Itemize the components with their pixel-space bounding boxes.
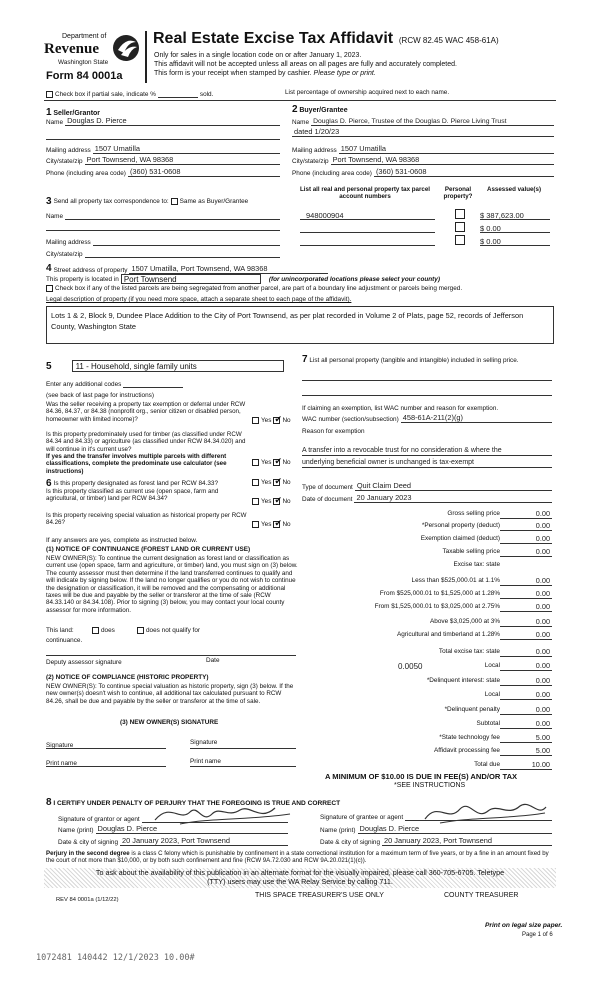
no-label: No xyxy=(282,521,291,528)
section-3-heading xyxy=(46,196,248,207)
notice-compliance-title: (2) NOTICE OF COMPLIANCE (HISTORIC PROPERTY) xyxy=(46,674,209,681)
assessed-value-field-2[interactable] xyxy=(480,224,550,233)
section-4-number: 4 xyxy=(46,263,52,274)
buyer-mail-label: Mailing address xyxy=(292,147,337,154)
timber-question: Is this property predominately used for timber (as classified under RCW 84.34 and 84.33) or agriculture (as classified under RCW 84.34.020) and will continue in it's current use? xyxy=(46,431,246,453)
buyer-phone-label: Phone (including area code) xyxy=(292,170,372,177)
form-title-row xyxy=(153,30,499,48)
parcel-number-field-2[interactable] xyxy=(300,224,435,233)
grantee-name-label: Name (print) xyxy=(320,827,356,834)
timber-question-note: If yes and the transfer involves multiple parcels with different classifications, complete the predominate use calculator (see instructions) xyxy=(46,453,227,475)
personal-property-deduct-value[interactable]: 0.00 xyxy=(500,521,552,531)
exemption-deduct-value[interactable]: 0.00 xyxy=(500,534,552,544)
doc-type-label: Type of document xyxy=(302,484,353,491)
delinquent-penalty-value[interactable]: 0.00 xyxy=(500,705,552,715)
corr-mail-field[interactable] xyxy=(93,238,280,246)
seller-phone-value: (360) 531-0608 xyxy=(129,167,181,176)
grantee-signature-image xyxy=(420,797,550,827)
assessed-value-field-3[interactable] xyxy=(480,237,550,246)
section-3-number: 3 xyxy=(46,196,52,207)
notice-continuance-text: NEW OWNER(S): To continue the current designation as forest land or classification as current use (open space, farm and agriculture, or timber) land, you must sign on (3) below. The county assessor must then determine if the land transferred continues to qualify and will indicate by signing below. If the land no longer qualifies or you do not wish to continue the designation or classification, it will be removed and the compensating or additional taxes will be due and payable by the seller or transferor at the time of sale (RCW 84.33.140 or 84.34.108). Prior to signing (3) below, you may contact your local county assessor for more information. xyxy=(46,555,298,614)
reason-line-1[interactable]: A transfer into a revocable trust for no consideration & where the xyxy=(302,447,552,456)
exemption-yes-no xyxy=(252,414,291,424)
personal-property-list-label: List all personal property (tangible and intangible) included in selling price. xyxy=(309,357,519,364)
tier-1-value[interactable]: 0.00 xyxy=(500,576,552,586)
calc-label: Local xyxy=(484,691,500,698)
partial-sale-label: Check box if partial sale, indicate % xyxy=(55,91,156,98)
buyer-phone-field[interactable] xyxy=(374,169,554,177)
personal-property-line-1[interactable] xyxy=(302,380,552,381)
new-owner-print-label-1: Print name xyxy=(46,760,77,767)
grantor-name-row xyxy=(58,826,288,834)
header-note-3b: Please type or print. xyxy=(313,70,376,77)
assessed-value-1: $ 387,623.00 xyxy=(480,211,524,220)
assessed-value-3: $ 0.00 xyxy=(480,237,501,246)
location-select[interactable]: Port Townsend xyxy=(121,274,261,284)
deputy-signature-line[interactable] xyxy=(46,655,296,656)
grantee-signature-label: Signature of grantee or agent xyxy=(320,814,404,821)
new-owner-print-line-2[interactable] xyxy=(190,766,296,767)
parcel-number-value-1: 948000904 xyxy=(306,211,344,220)
buyer-city-field[interactable] xyxy=(331,157,554,165)
seller-mail-value: 1507 Umatilla xyxy=(94,144,140,153)
logo-state: Washington State xyxy=(58,59,109,66)
doc-date-label: Date of document xyxy=(302,496,353,503)
buyer-city-label: City/state/zip xyxy=(292,158,329,165)
timber-no-checkbox[interactable]: ✔ xyxy=(274,456,282,466)
grantor-name-value: Douglas D. Pierce xyxy=(97,824,158,833)
partial-sold-label: sold. xyxy=(199,91,214,98)
reason-line-2[interactable]: underlying beneficial owner is unchanged is tax-exempt xyxy=(302,459,552,468)
grantee-date-label: Date & city of signing xyxy=(320,839,381,846)
segregated-checkbox[interactable] xyxy=(46,285,53,292)
seller-mail-row xyxy=(46,146,280,154)
tax-correspondence-label: Send all property tax correspondence to: xyxy=(53,198,169,205)
section-5-number: 5 xyxy=(46,360,52,372)
corr-name-field[interactable] xyxy=(65,212,280,220)
personal-property-checkbox-3[interactable] xyxy=(455,235,465,245)
additional-codes-note: (see back of last page for instructions) xyxy=(46,392,154,399)
section-7-number: 7 xyxy=(302,354,308,365)
top-rule xyxy=(44,100,556,101)
seller-phone-field[interactable] xyxy=(128,169,280,177)
partial-sale-checkbox[interactable] xyxy=(46,91,53,98)
accessibility-text-2: (TTY) users may use the WA Relay Service by calling 711. xyxy=(207,877,393,886)
forest-yes-no xyxy=(252,476,291,486)
parcel-number-field-3[interactable] xyxy=(300,237,435,246)
page-number: Page 1 of 6 xyxy=(522,932,553,938)
section-5-row xyxy=(46,360,284,372)
form-rcw: (RCW 82.45 WAC 458-61A) xyxy=(398,36,499,45)
doc-type-field[interactable] xyxy=(355,483,552,491)
wac-field[interactable] xyxy=(401,415,552,423)
doc-date-row xyxy=(302,495,552,503)
logo-dept: Department of xyxy=(62,33,107,40)
calc-label: Subtotal xyxy=(476,720,500,727)
land-qualify-row xyxy=(46,627,200,634)
recording-stamp: 1072481 140442 12/1/2023 10.00# xyxy=(36,953,195,963)
this-land-label: This land: xyxy=(46,627,74,634)
personal-property-line-2[interactable] xyxy=(302,395,552,396)
logo-revenue: Revenue xyxy=(44,41,99,57)
county-treasurer-label: COUNTY TREASURER xyxy=(444,892,519,899)
street-address-label: Street address of property xyxy=(53,267,128,274)
tier-3-value[interactable]: 0.00 xyxy=(500,602,552,612)
grantor-signature-row xyxy=(58,815,288,823)
assessed-value-field-1[interactable] xyxy=(480,211,550,220)
additional-codes-row xyxy=(46,381,296,388)
buyer-name-value: Douglas D. Pierce, Trustee of the Douglas D. Pierce Living Trust xyxy=(313,118,507,125)
perjury-notice xyxy=(46,850,556,865)
additional-codes-label: Enter any additional codes xyxy=(46,381,122,388)
certify-label: I CERTIFY UNDER PENALTY OF PERJURY THAT THE FOREGOING IS TRUE AND CORRECT xyxy=(53,800,341,807)
technology-fee-value[interactable]: 5.00 xyxy=(500,733,552,743)
seller-mail-field[interactable] xyxy=(93,146,280,154)
calc-label: Affidavit processing fee xyxy=(434,747,500,754)
yes-label: Yes xyxy=(261,521,272,528)
historic-question: Is this property receiving special valuation as historical property per RCW 84.26? xyxy=(46,512,247,527)
grantor-signature-image xyxy=(150,800,300,828)
segregated-label: Check box if any of the listed parcels are being segregated from another parcel, are part of a boundary line adjustment or parcels being merged. xyxy=(55,285,463,292)
subtotal-value[interactable]: 0.00 xyxy=(500,719,552,729)
revision-label: REV 84 0001a (1/12/22) xyxy=(56,897,119,903)
legal-description-label: Legal description of property (if you need more space, attach a separate sheet to each page of the affidavit). xyxy=(46,296,352,303)
calc-label: Total due xyxy=(474,761,500,768)
seller-title: Seller/Grantor xyxy=(53,110,101,117)
reason-label: Reason for exemption xyxy=(302,428,365,435)
seller-name-value: Douglas D. Pierce xyxy=(67,116,127,125)
accessibility-text-1: To ask about the availability of this publication in an alternate format for the visually impaired, please call 360-705-6705. Teletype xyxy=(95,868,505,877)
if-any-yes-note: If any answers are yes, complete as instructed below. xyxy=(46,537,198,544)
yes-label: Yes xyxy=(261,459,272,466)
seller-city-field[interactable] xyxy=(85,157,280,165)
no-label: No xyxy=(282,417,291,424)
corr-mail-label: Mailing address xyxy=(46,239,91,246)
revenue-swoosh-icon xyxy=(110,33,142,63)
grantor-date-row xyxy=(58,838,288,846)
location-note: (for unincorporated locations please select your county) xyxy=(268,275,440,283)
processing-fee-value[interactable]: 5.00 xyxy=(500,746,552,756)
tier-4-value[interactable]: 0.00 xyxy=(500,617,552,627)
doc-date-field[interactable] xyxy=(354,495,552,503)
calc-label: *State technology fee xyxy=(439,734,500,741)
perjury-bold: Perjury in the second degree xyxy=(46,850,130,857)
grantee-name-row xyxy=(320,826,552,834)
calc-label: From $525,000.01 to $1,525,000 at 1.28% xyxy=(379,590,500,597)
exemption-no-checkbox[interactable]: ✔ xyxy=(274,414,282,424)
street-address-value: 1507 Umatilla, Port Townsend, WA 98368 xyxy=(131,264,268,273)
header-note-3-row xyxy=(154,70,376,77)
no-label: No xyxy=(282,479,291,486)
section-7-heading xyxy=(302,356,552,365)
seller-name-line-2[interactable] xyxy=(46,139,280,140)
header-note-3: This form is your receipt when stamped by cashier. xyxy=(154,70,312,77)
same-as-buyer-checkbox[interactable] xyxy=(171,198,178,205)
doc-date-value: 20 January 2023 xyxy=(356,493,412,502)
buyer-city-value: Port Townsend, WA 98368 xyxy=(332,155,420,164)
total-state-tax-value[interactable]: 0.00 xyxy=(500,647,552,657)
buyer-name-label: Name xyxy=(292,119,310,126)
grantor-name-field[interactable] xyxy=(96,826,288,834)
new-owner-signature-label-1: Signature xyxy=(46,742,74,749)
timber-yes-checkbox[interactable] xyxy=(252,459,259,466)
seller-name-field[interactable] xyxy=(65,118,280,126)
buyer-name-field[interactable] xyxy=(311,118,554,126)
seller-name-row xyxy=(46,118,280,126)
corr-name-label: Name xyxy=(46,213,64,220)
local-rate-value: 0.0050 xyxy=(398,662,423,671)
section-8-number: 8 xyxy=(46,797,52,808)
tier-2-value[interactable]: 0.00 xyxy=(500,589,552,599)
grantee-name-value: Douglas D. Pierce xyxy=(359,824,420,833)
notice-continuance-title: (1) NOTICE OF CONTINUANCE (FOREST LAND OR CURRENT USE) xyxy=(46,546,251,553)
section-2-number: 2 xyxy=(292,104,298,115)
calc-label: *Personal property (deduct) xyxy=(421,522,500,529)
parcel-header: List all real and personal property tax parcel account numbers xyxy=(300,186,430,201)
calc-label: *Delinquent penalty xyxy=(444,706,500,713)
buyer-mail-field[interactable] xyxy=(339,146,554,154)
grantee-signature-row xyxy=(320,813,552,821)
section-1-number: 1 xyxy=(46,107,52,118)
agricultural-value[interactable]: 0.00 xyxy=(500,630,552,640)
calc-label: Agricultural and timberland at 1.28% xyxy=(396,631,500,638)
legal-description-box[interactable]: Lots 1 & 2, Block 9, Dundee Place Addition to the City of Port Townsend, as per plat recorded in Volume 2 of Plats, page 52, records of Jefferson County, Washington State xyxy=(46,306,554,344)
yes-label: Yes xyxy=(261,417,272,424)
grantee-date-value: 20 January 2023, Port Townsend xyxy=(384,836,492,845)
buyer-name-row xyxy=(292,118,554,126)
buyer-mail-row xyxy=(292,146,554,154)
buyer-phone-row xyxy=(292,169,554,177)
form-title: Real Estate Excise Tax Affidavit xyxy=(153,30,394,47)
partial-percent-field[interactable] xyxy=(158,91,198,98)
yes-label: Yes xyxy=(261,498,272,505)
grantor-name-label: Name (print) xyxy=(58,827,94,834)
seller-phone-label: Phone (including area code) xyxy=(46,170,126,177)
historic-yes-no xyxy=(252,518,291,528)
timber-yes-no xyxy=(252,456,291,466)
doc-type-value: Quit Claim Deed xyxy=(356,481,412,490)
assessed-value-2: $ 0.00 xyxy=(480,224,501,233)
corr-city-row xyxy=(46,250,280,258)
new-owner-print-label-2: Print name xyxy=(190,758,221,765)
forest-question: Is this property designated as forest land per RCW 84.33? xyxy=(53,480,219,487)
personal-property-header: Personal property? xyxy=(443,186,473,201)
buyer-title: Buyer/Grantee xyxy=(299,107,348,114)
see-instructions: *SEE INSTRUCTIONS xyxy=(394,782,466,789)
grantee-date-field[interactable] xyxy=(382,838,552,846)
corr-mail-row xyxy=(46,238,280,246)
local-tax-value[interactable]: 0.00 xyxy=(500,661,552,671)
seller-city-value: Port Townsend, WA 98368 xyxy=(86,155,174,164)
land-use-code-select[interactable]: 11 - Household, single family units xyxy=(72,360,284,372)
exemption-question: Was the seller receiving a property tax exemption or deferral under RCW 84.36, 84.37, or 84.38 (nonprofit org., senior citizen or disabled person, homeowner with limited income)? xyxy=(46,401,246,423)
treasurer-use-label: THIS SPACE TREASURER'S USE ONLY xyxy=(255,892,384,899)
total-due-value[interactable]: 10.00 xyxy=(500,760,552,770)
current-use-yes-no xyxy=(252,495,291,505)
seller-city-row xyxy=(46,157,280,165)
corr-name-row xyxy=(46,212,280,220)
calc-label: Gross selling price xyxy=(447,510,500,517)
same-as-buyer-label: Same as Buyer/Grantee xyxy=(179,198,249,205)
header-note-1: Only for sales in a single location code on or after January 1, 2023. xyxy=(154,52,362,59)
calc-label: Exemption claimed (deduct) xyxy=(420,535,500,542)
buyer-city-row xyxy=(292,157,554,165)
accessibility-banner xyxy=(44,868,556,888)
does-label: does xyxy=(101,627,115,634)
delinquent-interest-state-value[interactable]: 0.00 xyxy=(500,676,552,686)
exemption-claim-label: If claiming an exemption, list WAC number and reason for exemption. xyxy=(302,405,499,412)
header-note-2: This affidavit will not be accepted unless all areas on all pages are fully and accurately completed. xyxy=(154,61,457,68)
street-address-field[interactable] xyxy=(129,266,328,274)
grantor-date-value: 20 January 2023, Port Townsend xyxy=(122,836,230,845)
wac-value: 458-61A-211(2)(g) xyxy=(402,413,463,422)
does-checkbox[interactable] xyxy=(92,627,99,634)
minimum-due-notice: A MINIMUM OF $10.00 IS DUE IN FEE(S) AND/OR TAX xyxy=(325,772,518,781)
deputy-signature-label: Deputy assessor signature xyxy=(46,659,122,666)
current-use-no-checkbox[interactable]: ✔ xyxy=(274,495,282,505)
corr-city-label: City/state/zip xyxy=(46,251,83,258)
section-2-heading xyxy=(292,104,348,115)
forest-yes-checkbox[interactable] xyxy=(252,479,259,486)
wac-row xyxy=(302,415,552,423)
deputy-date-label: Date xyxy=(206,657,220,664)
form-number: Form 84 0001a xyxy=(46,70,123,82)
historic-no-checkbox[interactable]: ✔ xyxy=(274,518,282,528)
parcel-number-field-1[interactable] xyxy=(300,211,435,220)
grantor-signature-label: Signature of grantor or agent xyxy=(58,816,140,823)
seller-name-label: Name xyxy=(46,119,64,126)
buyer-name-value-2: dated 1/20/23 xyxy=(294,127,340,136)
corr-name-line-2[interactable] xyxy=(46,230,280,231)
wac-label: WAC number (section/subsection) xyxy=(302,416,399,423)
grantee-name-field[interactable] xyxy=(358,826,552,834)
continuance-label: continuance. xyxy=(46,637,83,644)
corr-city-field[interactable] xyxy=(85,250,280,258)
grantee-signature-field[interactable] xyxy=(405,813,552,821)
forest-no-checkbox[interactable]: ✔ xyxy=(274,476,282,486)
grantee-date-row xyxy=(320,838,552,846)
partial-sale-row xyxy=(46,91,266,98)
grantor-date-label: Date & city of signing xyxy=(58,839,119,846)
gross-selling-price-value[interactable]: 0.00 xyxy=(500,509,552,519)
header-divider xyxy=(145,31,147,83)
seller-phone-row xyxy=(46,169,280,177)
personal-property-checkbox-1[interactable] xyxy=(455,209,465,219)
taxable-selling-price-value[interactable]: 0.00 xyxy=(500,547,552,557)
yes-label: Yes xyxy=(261,479,272,486)
calc-label: Excise tax: state xyxy=(453,561,500,568)
buyer-mail-value: 1507 Umatilla xyxy=(340,144,386,153)
does-not-label: does not qualify for xyxy=(146,627,200,634)
assessed-value-header: Assessed value(s) xyxy=(487,186,541,193)
buyer-name-field-2[interactable] xyxy=(292,129,554,137)
new-owner-signature-label-2: Signature xyxy=(190,739,218,746)
additional-codes-field[interactable] xyxy=(123,381,183,388)
seller-mail-label: Mailing address xyxy=(46,147,91,154)
calc-label: Above $3,025,000 at 3% xyxy=(430,618,500,625)
calc-label: Local xyxy=(484,662,500,669)
current-use-yes-checkbox[interactable] xyxy=(252,498,259,505)
buyer-name-row-2 xyxy=(292,129,554,137)
calc-label: Less than $525,000.01 at 1.1% xyxy=(411,577,500,584)
perjury-text: is a class C felony which is punishable by confinement in a state correctional institution for a maximum term of five years, or by a fine in an amount fixed by the court of not more than $10,000, or by both such confinement and fine (RCW 9A.72.030 and RCW 9A.20.021(1)(c)). xyxy=(46,850,549,865)
doc-type-row xyxy=(302,483,552,491)
current-use-question: Is this property classified as current use (open space, farm and agricultural, or timber) land per RCW 84.34? xyxy=(46,488,219,503)
no-label: No xyxy=(282,498,291,505)
no-label: No xyxy=(282,459,291,466)
calc-label: *Delinquent interest: state xyxy=(426,677,500,684)
new-owner-signature-line-2[interactable] xyxy=(190,748,296,749)
new-owner-signature-title: (3) NEW OWNER(S) SIGNATURE xyxy=(120,719,219,726)
personal-property-checkbox-2[interactable] xyxy=(455,222,465,232)
delinquent-interest-local-value[interactable]: 0.00 xyxy=(500,690,552,700)
does-not-checkbox[interactable] xyxy=(137,627,144,634)
exemption-yes-checkbox[interactable] xyxy=(252,417,259,424)
notice-compliance-text: NEW OWNER(S): To continue special valuation as historic property, sign (3) below. If the new owner(s) doesn't wish to continue, all additional tax calculated pursuant to RCW 84.26, shall be due and payable by the seller or transferor at the time of sale. xyxy=(46,683,294,705)
grantor-signature-field[interactable] xyxy=(142,815,288,823)
seller-city-label: City/state/zip xyxy=(46,158,83,165)
street-address-row xyxy=(46,263,328,274)
section-6-number: 6 xyxy=(46,478,52,489)
calc-label: From $1,525,000.01 to $3,025,000 at 2.75% xyxy=(374,603,500,610)
segregated-row xyxy=(46,285,462,292)
historic-yes-checkbox[interactable] xyxy=(252,521,259,528)
legal-paper-note: Print on legal size paper. xyxy=(485,922,563,929)
location-row xyxy=(46,274,440,284)
list-percentage-note: List percentage of ownership acquired next to each name. xyxy=(285,89,450,96)
buyer-phone-value: (360) 531-0608 xyxy=(375,167,427,176)
calc-label: Total excise tax: state xyxy=(438,648,500,655)
calc-label: Taxable selling price xyxy=(442,548,500,555)
grantor-date-field[interactable] xyxy=(120,838,288,846)
location-label: This property is located in xyxy=(46,275,119,283)
